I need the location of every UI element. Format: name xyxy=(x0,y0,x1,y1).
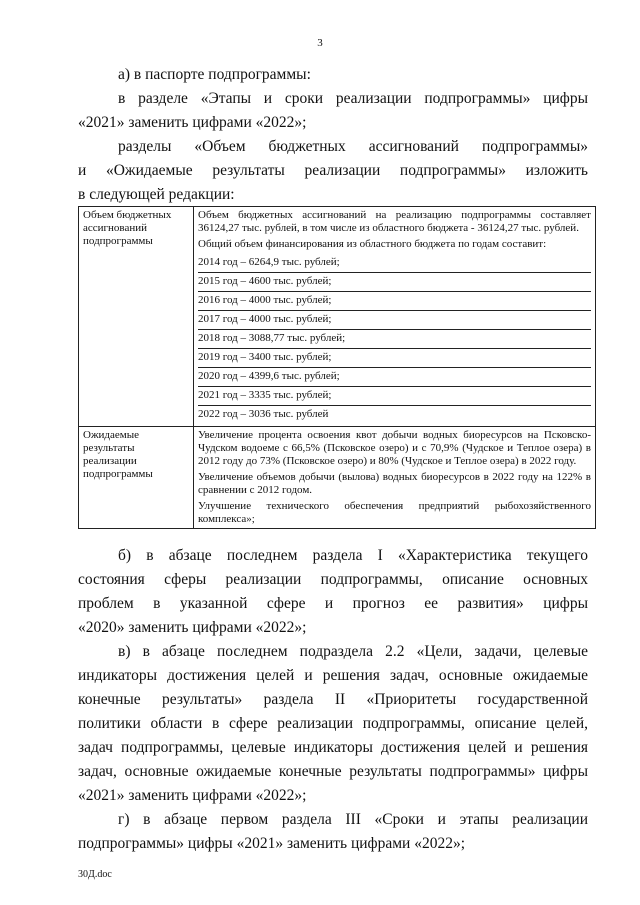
budget-label: Объем бюджетных ассигнований подпрограммы xyxy=(79,207,194,427)
budget-year-2022: 2022 год – 3036 тыс. рублей xyxy=(198,408,329,420)
budget-by-years-intro: Общий объем финансирования из областного бюджета по годам составит: xyxy=(198,238,547,250)
sections-line-1: разделы «Объем бюджетных ассигнований подпрограммы» xyxy=(118,138,588,155)
item-d-line-1: г) в абзаце первом раздела III «Сроки и этапы реализации xyxy=(118,811,588,828)
sections-line-3: в следующей редакции: xyxy=(78,186,235,203)
results-label: Ожидаемые результаты реализации подпрограммы xyxy=(79,427,194,529)
passport-table xyxy=(78,206,596,529)
item-c-line-3: конечные результаты» раздела II «Приоритеты государственной xyxy=(78,691,588,708)
item-b-line-3: проблем в указанной сфере и прогноз ее развития» цифры xyxy=(78,595,588,612)
results-catch-text: Увеличение объемов добычи (вылова) водных биоресурсов в 2022 году на 122% в сравнении с 2012 годом. xyxy=(198,471,591,496)
page-number: 3 xyxy=(317,37,323,49)
results-equipment-text: Улучшение технического обеспечения предприятий рыбохозяйственного комплекса»; xyxy=(198,500,591,525)
item-c-line-4: политики области в сфере реализации подпрограммы, описание целей, xyxy=(78,715,588,732)
item-b-line-1: б) в абзаце последнем раздела I «Характеристика текущего xyxy=(118,547,588,564)
budget-year-2021: 2021 год – 3335 тыс. рублей; xyxy=(198,387,591,406)
item-c-line-5: задач подпрограммы, целевые индикаторы достижения целей и решения xyxy=(78,739,588,756)
results-quota-text: Увеличение процента освоения квот добычи водных биоресурсов на Псковско-Чудском водоеме с 66,5% (Псковское озеро) и с 70,9% (Чудское и Теплое озера) в 2012 году до 73% (Псковское озеро) и 80% (Чудское и Теплое озера) в 2022 году. xyxy=(198,429,591,467)
item-a: а) в паспорте подпрограммы: xyxy=(118,66,311,83)
budget-year-2020: 2020 год – 4399,6 тыс. рублей; xyxy=(198,368,591,387)
item-d-line-2: подпрограммы» цифры «2021» заменить цифрами «2022»; xyxy=(78,835,466,852)
budget-year-2015: 2015 год – 4600 тыс. рублей; xyxy=(198,273,591,292)
budget-year-2014: 2014 год – 6264,9 тыс. рублей; xyxy=(198,254,591,273)
item-c-line-2: индикаторы достижения целей и решения задач, основные ожидаемые xyxy=(78,667,588,684)
budget-year-2019: 2019 год – 3400 тыс. рублей; xyxy=(198,349,591,368)
item-c-line-6: задач, основные ожидаемые конечные результаты подпрограммы» цифры xyxy=(78,763,588,780)
budget-year-2017: 2017 год – 4000 тыс. рублей; xyxy=(198,311,591,330)
item-b-line-4: «2020» заменить цифрами «2022»; xyxy=(78,619,307,636)
budget-content xyxy=(194,207,596,427)
stages-line-2: «2021» заменить цифрами «2022»; xyxy=(78,114,307,131)
results-content xyxy=(194,427,596,529)
results-row xyxy=(79,427,596,529)
item-c-line-7: «2021» заменить цифрами «2022»; xyxy=(78,787,307,804)
budget-year-2018: 2018 год – 3088,77 тыс. рублей; xyxy=(198,330,591,349)
item-c-line-1: в) в абзаце последнем подраздела 2.2 «Цели, задачи, целевые xyxy=(118,643,588,660)
item-b-line-2: состояния сферы реализации подпрограммы, описание основных xyxy=(78,571,588,588)
stages-line-1: в разделе «Этапы и сроки реализации подпрограммы» цифры xyxy=(118,90,588,107)
budget-year-2016: 2016 год – 4000 тыс. рублей; xyxy=(198,292,591,311)
budget-row xyxy=(79,207,596,427)
sections-line-2: и «Ожидаемые результаты реализации подпрограммы» изложить xyxy=(78,162,588,179)
budget-total-text: Объем бюджетных ассигнований на реализацию подпрограммы составляет 36124,27 тыс. рублей, в том числе из областного бюджета - 36124,27 тыс. рублей. xyxy=(198,209,591,234)
footer-filename: 30Д.doc xyxy=(78,869,112,880)
